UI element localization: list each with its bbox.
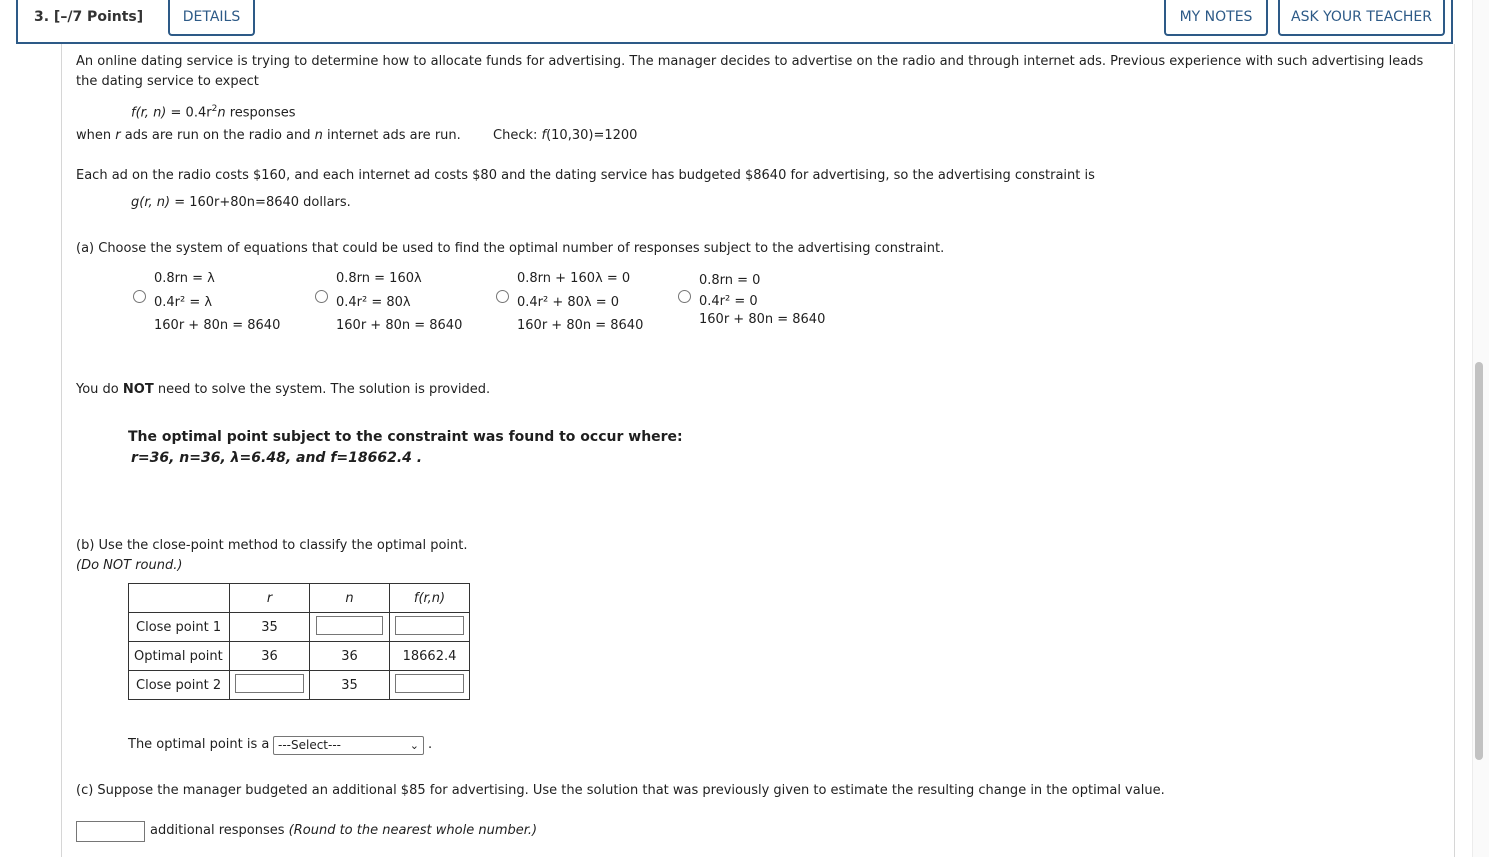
select-value: ---Select--- (278, 738, 341, 752)
part-b-note: (Do NOT round.) (76, 558, 183, 573)
option-3-radio[interactable] (496, 290, 509, 303)
cell-f: 18662.4 (390, 642, 470, 671)
option-3-eq-2: 0.4r² + 80λ = 0 (517, 295, 620, 310)
constraint-function (131, 193, 351, 213)
when-c: internet ads are run. (322, 128, 461, 143)
part-a-prompt: (a) Choose the system of equations that could be used to find the optimal number of responses subject to the advertising constraint. (76, 241, 945, 256)
when-n: n (314, 128, 323, 143)
table-corner (129, 584, 230, 613)
my-notes-button[interactable]: MY NOTES (1164, 0, 1268, 36)
close-point-1-n-input[interactable] (316, 616, 383, 635)
header-n: n (310, 584, 390, 613)
option-1-eq-3: 160r + 80n = 8640 (154, 318, 281, 333)
option-1-radio[interactable] (133, 290, 146, 303)
optimal-values: r=36, n=36, λ=6.48, and f=18662.4 . (131, 450, 423, 466)
header-f: f(r,n) (390, 584, 470, 613)
cell-r: 35 (230, 613, 310, 642)
question-number: 3. [–/7 Points] (34, 9, 144, 25)
scrollbar-thumb[interactable] (1475, 362, 1483, 760)
option-2-radio[interactable] (315, 290, 328, 303)
f-expr-a: = 0.4r (166, 105, 212, 121)
note-a: You do (76, 382, 123, 397)
close-point-table (128, 583, 470, 700)
details-button[interactable]: DETAILS (168, 0, 255, 36)
optimal-title: The optimal point subject to the constraint was found to occur where: (128, 429, 683, 445)
option-4-eq-2: 0.4r² = 0 (699, 294, 758, 309)
chevron-down-icon: ⌄ (409, 739, 419, 752)
table-header-row (129, 584, 470, 613)
objective-function (131, 99, 296, 123)
solution-note (76, 380, 490, 400)
option-4-eq-1: 0.8rn = 0 (699, 273, 761, 288)
table-row (129, 671, 470, 700)
when-r: r (115, 128, 121, 143)
cell-n: 35 (310, 671, 390, 700)
cell-n: 36 (310, 642, 390, 671)
table-row (129, 613, 470, 642)
g-expr: = 160r+80n=8640 dollars. (170, 195, 351, 210)
check-label: Check: (493, 128, 542, 143)
cost-line: Each ad on the radio costs $160, and each internet ad costs $80 and the dating service has budgeted $8640 for advertising, so the advertising constraint is (76, 168, 1095, 183)
answer-note: (Round to the nearest whole number.) (288, 823, 538, 838)
intro-line-1: An online dating service is trying to determine how to allocate funds for advertising. The manager decides to advertise on the radio and through internet ads. Previous experience with such advertising leads (76, 54, 1424, 69)
part-b-prompt: (b) Use the close-point method to classify the optimal point. (76, 538, 468, 553)
option-4-eq-3: 160r + 80n = 8640 (699, 312, 826, 327)
option-3-eq-1: 0.8rn + 160λ = 0 (517, 271, 631, 286)
when-b: ads are run on the radio and (120, 128, 315, 143)
option-2-eq-2: 0.4r² = 80λ (336, 295, 411, 310)
option-3-eq-3: 160r + 80n = 8640 (517, 318, 644, 333)
f-tail: responses (225, 105, 296, 121)
check-value (493, 126, 637, 146)
cell-f-input[interactable] (390, 671, 470, 700)
option-1-eq-2: 0.4r² = λ (154, 295, 213, 310)
option-1-eq-1: 0.8rn = λ (154, 271, 215, 286)
part-c-answer-label (150, 821, 537, 841)
classify-end: . (428, 737, 433, 752)
header-r: r (230, 584, 310, 613)
cell-f-input[interactable] (390, 613, 470, 642)
ask-teacher-button[interactable]: ASK YOUR TEACHER (1278, 0, 1445, 36)
classify-label: The optimal point is a (128, 737, 270, 752)
option-4-radio[interactable] (678, 290, 691, 303)
close-point-2-r-input[interactable] (235, 674, 304, 693)
f-func: f(r, n) (131, 105, 167, 121)
answer-label: additional responses (150, 823, 285, 838)
additional-responses-input[interactable] (76, 821, 145, 842)
close-point-2-f-input[interactable] (395, 674, 464, 693)
intro-line-2: the dating service to expect (76, 74, 259, 89)
option-2-eq-3: 160r + 80n = 8640 (336, 318, 463, 333)
note-b: NOT (122, 382, 154, 397)
cell-r-input[interactable] (230, 671, 310, 700)
note-c: need to solve the system. The solution is provided. (153, 382, 491, 397)
cell-n-input[interactable] (310, 613, 390, 642)
f-expr-b: n (217, 105, 226, 121)
question-header (16, 0, 1453, 44)
option-2-eq-1: 0.8rn = 160λ (336, 271, 422, 286)
row-label: Optimal point (129, 642, 230, 671)
close-point-1-f-input[interactable] (395, 616, 464, 635)
part-c-prompt: (c) Suppose the manager budgeted an additional $85 for advertising. Use the solution that was previously given to estimate the resulting change in the optimal value. (76, 783, 1165, 798)
row-label: Close point 1 (129, 613, 230, 642)
f-exp: 2 (211, 104, 218, 114)
row-label: Close point 2 (129, 671, 230, 700)
g-func: g(r, n) (131, 195, 171, 210)
check-val: (10,30)=1200 (546, 128, 638, 143)
check-f: f (541, 128, 547, 143)
cell-r: 36 (230, 642, 310, 671)
classification-select[interactable] (273, 736, 424, 755)
variable-definition (76, 126, 461, 146)
table-row (129, 642, 470, 671)
when-a: when (76, 128, 116, 143)
